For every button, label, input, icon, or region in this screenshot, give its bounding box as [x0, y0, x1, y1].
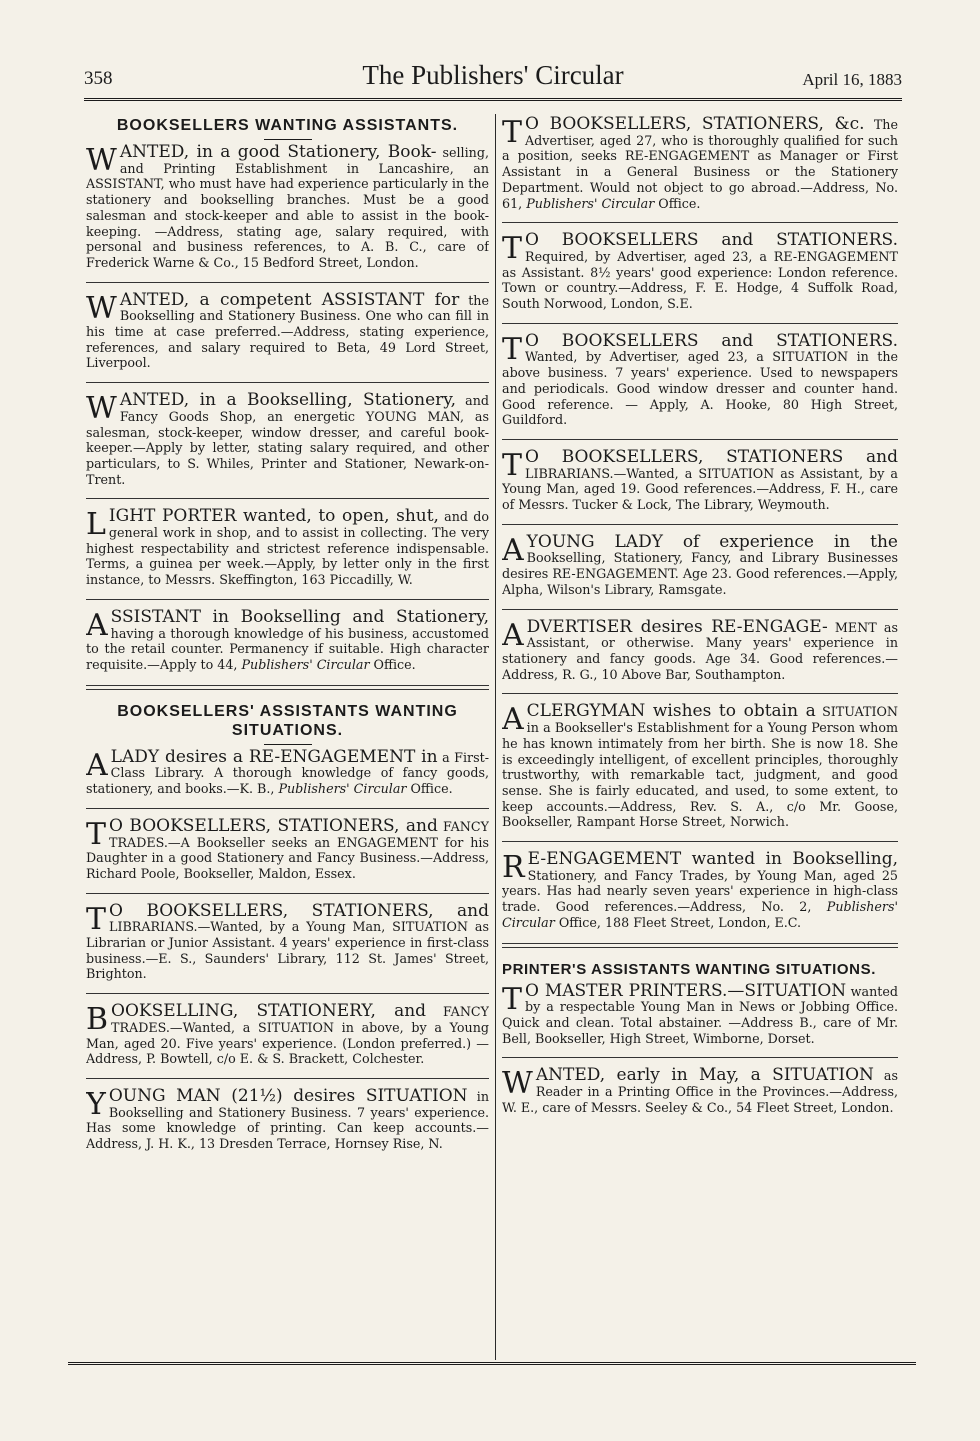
ad-separator: [502, 841, 898, 842]
drop-capital: W: [86, 143, 117, 178]
ad-lead-text: CLERGYMAN wishes to obtain a: [526, 701, 816, 722]
ad-lead-text: IGHT PORTER wanted, to open, shut,: [108, 506, 439, 527]
publication-reference: Publishers' Circular: [241, 656, 370, 672]
ad-body-text: Stationery, and Fancy Trades, by Young Man, aged 25 years. Has had nearly seven years' experience in high-class trade. Good references.—Address, No. 2,: [502, 867, 898, 915]
drop-capital: A: [86, 607, 108, 643]
advertisement: [86, 606, 489, 679]
advertisement: [502, 116, 898, 217]
ad-separator: [86, 599, 489, 600]
ad-body-text: MENT as Assistant, or otherwise. Many years' experience in stationery and fancy goods. Age 34. Good references.—Address, R. G., 10 Above Bar, Southampton.: [502, 619, 898, 682]
ad-lead-text: LADY desires a RE-ENGAGEMENT in: [110, 746, 438, 767]
ad-separator: [502, 1057, 898, 1058]
ad-body-text: LIBRARIANS.—Wanted, a SITUATION as Assistant, by a Young Man, aged 19. Good references.—Address, F. H., care of Messrs. Tucker & Lock, The Library, Weymouth.: [502, 465, 898, 513]
ad-list: [502, 116, 898, 937]
ad-lead-text: O MASTER PRINTERS.—SITUATION: [525, 980, 847, 1001]
ad-separator: [502, 439, 898, 440]
ad-tail-text: Office.: [654, 195, 701, 211]
ad-body-text: wanted by a respectable Young Man in News or Jobbing Office. Quick and clean. Total abstainer. —Address B., care of Mr. Bell, Bookseller, High Street, Wimborne, Dorset.: [502, 983, 898, 1046]
bottom-rule: [68, 1362, 916, 1369]
ad-separator: [86, 282, 489, 283]
advertisement: [86, 392, 489, 493]
ad-lead-text: O BOOKSELLERS, STATIONERS, &c.: [525, 116, 865, 134]
ad-body-text: SITUATION in a Bookseller's Establishment for a Young Person whom he has known intimately from her birth. She is now 18. She is exceedingly intelligent, of excellent principles, thoroughly trustworthy, with remarkable tact, judgment, and good sense. She is fairly educated, and used, to some extent, to keep accounts.—Address, Rev. S. A., c/o Mr. Goose, Bookseller, Rampant Horse Street, Norwich.: [502, 704, 898, 830]
advertisement: [86, 508, 489, 594]
ad-body-text: as Reader in a Printing Office in the Provinces.—Address, W. E., care of Messrs. Seeley & Co., 54 Fleet Street, London.: [502, 1068, 898, 1115]
ad-body-text: The Advertiser, aged 27, who is thoroughly qualified for such a position, seeks RE-ENGAGEMENT as Manager or First Assistant in a General Business or the Stationery Department. Would not object to go abroad.—Address, No. 61,: [502, 117, 898, 211]
ad-lead-text: SSISTANT in Bookselling and Stationery,: [110, 606, 489, 627]
ad-lead-text: ANTED, a competent ASSISTANT for: [119, 289, 460, 310]
ad-lead-text: OUNG MAN (21½) desires SITUATION: [108, 1085, 468, 1106]
ad-body-text: and Fancy Goods Shop, an energetic YOUNG MAN, as salesman, stock-keeper, window dresser, and careful book-keeper.—Apply by letter, stating salary required, and other particulars, to S. Whiles, Printer and Stationer, Newark-on-Trent.: [86, 393, 489, 487]
ad-separator: [86, 808, 489, 809]
ad-tail-text: Office.: [406, 781, 453, 797]
ad-body-text: FANCY TRADES.—Wanted, a SITUATION in above, by a Young Man, aged 20. Five years' experience. (London preferred.) — Address, P. Bowtell, c/o E. & S. Brackett, Colchester.: [86, 1004, 489, 1067]
ad-lead-text: O BOOKSELLERS, STATIONERS, and: [109, 900, 489, 921]
double-rule: [86, 685, 489, 690]
ad-body-text: selling, and Printing Establishment in Lancashire, an ASSISTANT, who must have had experience particularly in the stationery and bookselling branches. Must be a good salesman and stock-keeper and able to assist in the book-keeping. —Address, stating age, salary required, with personal and business references, to A. B. C., care of Frederick Warne & Co., 15 Bedford Street, London.: [86, 145, 489, 270]
section-rule: [264, 139, 312, 140]
issue-date: April 16, 1883: [802, 70, 902, 89]
drop-capital: T: [502, 231, 523, 267]
ad-lead-text: O BOOKSELLERS, STATIONERS, and: [109, 815, 438, 836]
drop-capital: A: [502, 532, 524, 568]
running-header: [84, 62, 902, 101]
ad-lead-text: OOKSELLING, STATIONERY, and: [111, 1001, 427, 1022]
advertisement: [502, 703, 898, 836]
drop-capital: T: [502, 447, 523, 483]
advertisement: [502, 446, 898, 519]
ad-list: [502, 980, 898, 1122]
ad-body-text: in Bookselling and Stationery Business. 7 years' experience. Has some knowledge of printing. Can keep accounts.—Address, J. H. K., 13 Dresden Terrace, Hornsey Rise, N.: [86, 1088, 489, 1152]
advertisement: [86, 1085, 489, 1158]
drop-capital: A: [502, 702, 524, 738]
ad-list: [86, 144, 489, 679]
ad-lead-text: YOUNG LADY of experience in the: [526, 531, 898, 552]
drop-capital: T: [86, 816, 107, 852]
ad-separator: [502, 222, 898, 223]
publication-reference: Publishers' Circular: [278, 781, 407, 797]
ad-body-text: LIBRARIANS.—Wanted, by a Young Man, SITUATION as Librarian or Junior Assistant. 4 years' experience in first-class business.—E. S., Saunders' Library, 112 St. James' Street, Brighton.: [86, 919, 489, 982]
advertisement: [502, 531, 898, 604]
ad-body-text: FANCY TRADES.—A Bookseller seeks an ENGAGEMENT for his Daughter in a good Stationery and Fancy Business.—Address, Richard Poole, Bookseller, Maldon, Essex.: [86, 818, 489, 881]
ad-separator: [502, 524, 898, 525]
advertisement: [86, 289, 489, 378]
drop-capital: T: [502, 116, 523, 150]
ad-body-text: and do general work in shop, and to assist in collecting. The very highest respectability and strictest reference indispensable. Terms, a guinea per week.—Apply, by letter only in the first instance, to Messrs. Skeffington, 163 Piccadilly, W.: [86, 509, 489, 588]
ad-lead-text: O BOOKSELLERS and STATIONERS.: [525, 230, 898, 251]
drop-capital: W: [502, 1066, 533, 1102]
publication-reference: Publishers' Circular: [502, 899, 898, 930]
ad-lead-text: O BOOKSELLERS and STATIONERS.: [525, 330, 898, 351]
advertisement: [502, 851, 898, 937]
ad-list: [86, 746, 489, 1158]
advertisement: [86, 144, 489, 277]
ad-separator: [502, 693, 898, 694]
column-rule: [495, 114, 496, 1360]
right-column: [502, 116, 898, 1356]
section-heading: BOOKSELLERS' ASSISTANTS WANTING SITUATIONS.: [117, 702, 458, 739]
ad-separator: [86, 893, 489, 894]
ad-body-text: the Bookselling and Stationery Business. One who can fill in his time at case preferred.—Address, stating experience, references, and salary required to Beta, 49 Lord Street, Liverpool.: [86, 292, 489, 371]
advertisement: [502, 980, 898, 1053]
double-rule: [502, 943, 898, 948]
ad-lead-text: ANTED, early in May, a SITUATION: [535, 1065, 874, 1086]
ad-lead-text: ANTED, in a Bookselling, Stationery,: [119, 390, 457, 411]
publication-reference: Publishers' Circular: [526, 195, 655, 211]
drop-capital: L: [86, 507, 106, 543]
drop-capital: T: [502, 331, 523, 367]
advertisement: [502, 1067, 898, 1121]
ad-tail-text: Office, 188 Fleet Street, London, E.C.: [554, 914, 802, 930]
advertisement: [86, 900, 489, 989]
advertisement: [86, 746, 489, 803]
drop-capital: A: [502, 617, 524, 653]
ad-body-text: having a thorough knowledge of his business, accustomed to the retail counter. Permanency if suitable. High character requisite.—Apply to 44,: [86, 625, 489, 672]
ad-tail-text: Office.: [369, 656, 416, 672]
advertisement: [86, 815, 489, 888]
ad-separator: [86, 1078, 489, 1079]
advertisement: [502, 330, 898, 434]
publication-title: The Publishers' Circular: [362, 60, 624, 90]
ad-separator: [86, 498, 489, 499]
drop-capital: T: [86, 901, 107, 937]
page-number: 358: [84, 68, 113, 89]
drop-capital: R: [502, 850, 525, 886]
advertisement: [502, 232, 898, 318]
ad-separator: [502, 609, 898, 610]
ad-body-text: Bookselling, Stationery, Fancy, and Library Businesses desires RE-ENGAGEMENT. Age 23. Good references.—Apply, Alpha, Wilson's Library, Ramsgate.: [502, 550, 898, 597]
section-rule: [264, 744, 312, 745]
section-heading: PRINTER'S ASSISTANTS WANTING SITUATIONS.: [502, 960, 876, 978]
ad-lead-text: O BOOKSELLERS, STATIONERS and: [525, 446, 898, 467]
advertisement: [502, 616, 898, 689]
drop-capital: W: [86, 391, 117, 427]
advertisement: [86, 1003, 489, 1073]
ad-separator: [502, 323, 898, 324]
ad-lead-text: E-ENGAGEMENT wanted in Bookselling,: [527, 849, 898, 870]
drop-capital: W: [86, 290, 117, 326]
ad-lead-text: ANTED, in a good Stationery, Book-: [119, 142, 437, 162]
ad-separator: [86, 382, 489, 383]
ad-body-text: a First-Class Library. A thorough knowledge of fancy goods, stationery, and books.—K. B.,: [86, 749, 489, 797]
ad-lead-text: DVERTISER desires RE-ENGAGE-: [526, 616, 828, 637]
ad-body-text: Required, by Advertiser, aged 23, a RE-ENGAGEMENT as Assistant. 8½ years' good experience: London reference. Town or country.—Address, F. E. Hodge, 4 Suffolk Road, South Norwood, London, S.E.: [502, 248, 898, 312]
ad-body-text: Wanted, by Advertiser, aged 23, a SITUATION in the above business. 7 years' experience. Used to newspapers and periodicals. Good window dresser and counter hand. Good reference. — Apply, A. Hooke, 80 High Street, Guildford.: [502, 349, 898, 428]
section-heading: BOOKSELLERS WANTING ASSISTANTS.: [116, 117, 459, 134]
drop-capital: Y: [86, 1086, 106, 1122]
drop-capital: A: [86, 747, 108, 783]
left-column: [86, 116, 489, 1356]
drop-capital: B: [86, 1002, 109, 1038]
ad-separator: [86, 993, 489, 994]
drop-capital: T: [502, 981, 523, 1017]
